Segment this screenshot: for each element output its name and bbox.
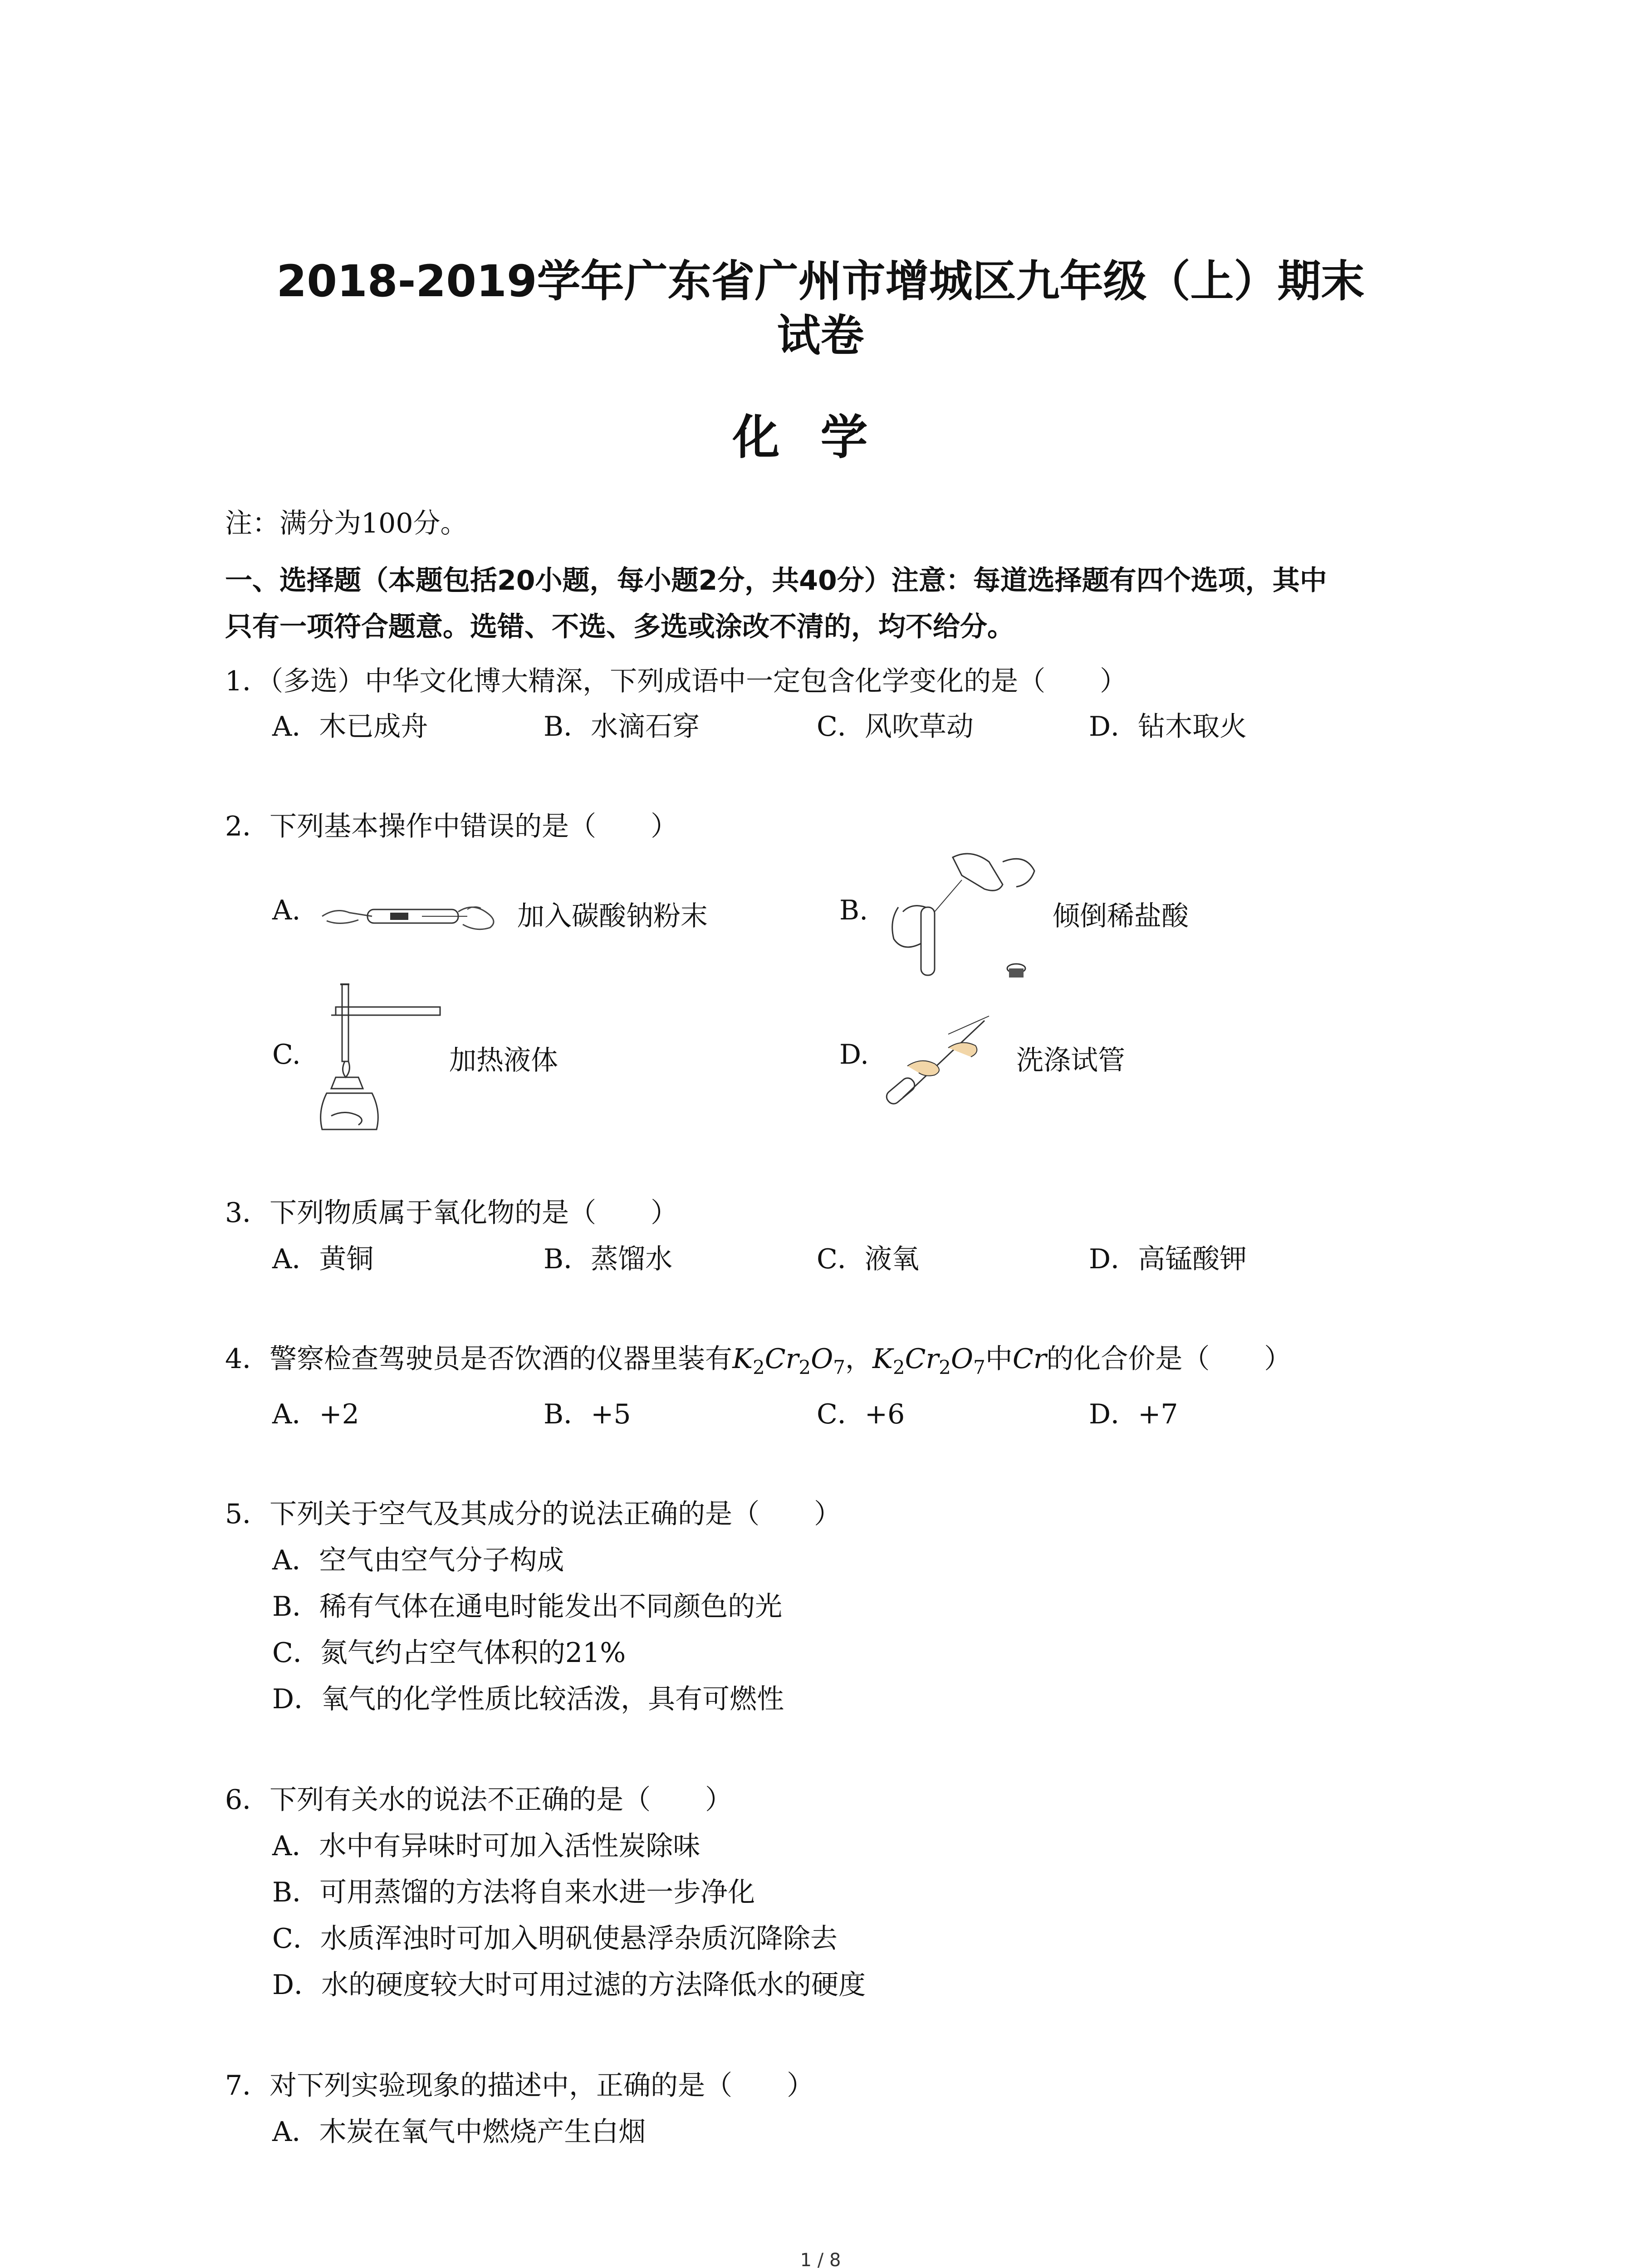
page-number: 1 / 8 <box>800 2250 841 2268</box>
question-6-option-d: D．水的硬度较大时可用过滤的方法降低水的硬度 <box>272 1969 866 2001</box>
question-2-option-c-caption: 加热液体 <box>449 1045 558 1076</box>
question-4-option-b: B．+5 <box>544 1398 631 1430</box>
question-6-option-c: C．水质浑浊时可加入明矾使悬浮杂质沉降除去 <box>272 1923 838 1955</box>
chromium-symbol: Cr <box>1012 1343 1047 1375</box>
question-2-stem: 2．下列基本操作中错误的是（ ） <box>225 811 678 842</box>
question-5-option-c: C．氮气约占空气体积的21% <box>272 1637 626 1669</box>
question-2-option-d-letter: D. <box>839 1039 869 1070</box>
question-3-stem: 3．下列物质属于氧化物的是（ ） <box>225 1197 678 1229</box>
question-2-option-d-caption: 洗涤试管 <box>1016 1045 1125 1076</box>
question-4-stem-suffix: 的化合价是（ ） <box>1046 1343 1292 1375</box>
exam-title-line1: 2018-2019学年广东省广州市增城区九年级（上）期末 <box>276 256 1365 307</box>
question-3-option-a: A．黄铜 <box>272 1243 374 1275</box>
section-instructions-line2: 只有一项符合题意。选错、不选、多选或涂改不清的，均不给分。 <box>225 611 1014 643</box>
question-2-option-a-caption: 加入碳酸钠粉末 <box>517 900 708 932</box>
question-2-option-b-letter: B. <box>839 894 868 926</box>
question-6-stem: 6．下列有关水的说法不正确的是（ ） <box>225 1784 733 1816</box>
question-2-option-a-letter: A. <box>272 894 301 926</box>
question-3-option-c: C．液氧 <box>817 1243 919 1275</box>
question-5-option-d: D．氧气的化学性质比较活泼，具有可燃性 <box>272 1683 784 1715</box>
question-3-option-b: B．蒸馏水 <box>544 1243 673 1275</box>
section-instructions-line1: 一、选择题（本题包括20小题，每小题2分，共40分）注意：每道选择题有四个选项，其中 <box>225 565 1327 596</box>
question-7-option-a: A．木炭在氧气中燃烧产生白烟 <box>272 2116 646 2148</box>
washing-tube-illustration <box>880 1012 1003 1111</box>
question-5-option-a: A．空气由空气分子构成 <box>272 1545 564 1576</box>
question-1-option-c: C．风吹草动 <box>817 711 974 743</box>
question-4-option-a: A．+2 <box>272 1398 359 1430</box>
question-1-stem: 1．（多选）中华文化博大精深，下列成语中一定包含化学变化的是（ ） <box>225 665 1127 697</box>
question-3-option-d: D．高锰酸钾 <box>1089 1243 1247 1275</box>
question-1-option-a: A．木已成舟 <box>272 711 428 743</box>
question-7-stem: 7．对下列实验现象的描述中，正确的是（ ） <box>225 2070 814 2102</box>
question-4-stem-mid: ， <box>845 1343 873 1375</box>
question-6-option-a: A．水中有异味时可加入活性炭除味 <box>272 1830 700 1862</box>
test-tube-powder-illustration <box>318 885 508 953</box>
heating-liquid-illustration <box>313 980 445 1148</box>
pouring-acid-illustration <box>880 844 1043 993</box>
question-1-option-b: B．水滴石穿 <box>544 711 700 743</box>
dichromate-formula: $K_2Cr_2O_7$ <box>732 1343 846 1378</box>
exam-title-line2: 试卷 <box>777 310 864 361</box>
question-4-option-d: D．+7 <box>1089 1398 1178 1430</box>
question-2-option-b-caption: 倾倒稀盐酸 <box>1053 900 1189 932</box>
question-4-stem-prefix: 4．警察检查驾驶员是否饮酒的仪器里装有 <box>225 1343 733 1375</box>
question-4-stem <box>225 1340 1291 1387</box>
question-5-stem: 5．下列关于空气及其成分的说法正确的是（ ） <box>225 1498 842 1530</box>
subject-title: 化学 <box>732 410 909 465</box>
question-5-option-b: B．稀有气体在通电时能发出不同颜色的光 <box>272 1591 783 1623</box>
question-2-option-c-letter: C. <box>272 1039 301 1070</box>
score-note: 注：满分为100分。 <box>225 508 468 539</box>
question-1-option-d: D．钻木取火 <box>1089 711 1247 743</box>
question-6-option-b: B．可用蒸馏的方法将自来水进一步净化 <box>272 1877 755 1908</box>
question-4-option-c: C．+6 <box>817 1398 905 1430</box>
question-4-stem-mid2: 中 <box>985 1343 1013 1375</box>
dichromate-formula-repeat: $K_2Cr_2O_7$ <box>872 1343 985 1378</box>
